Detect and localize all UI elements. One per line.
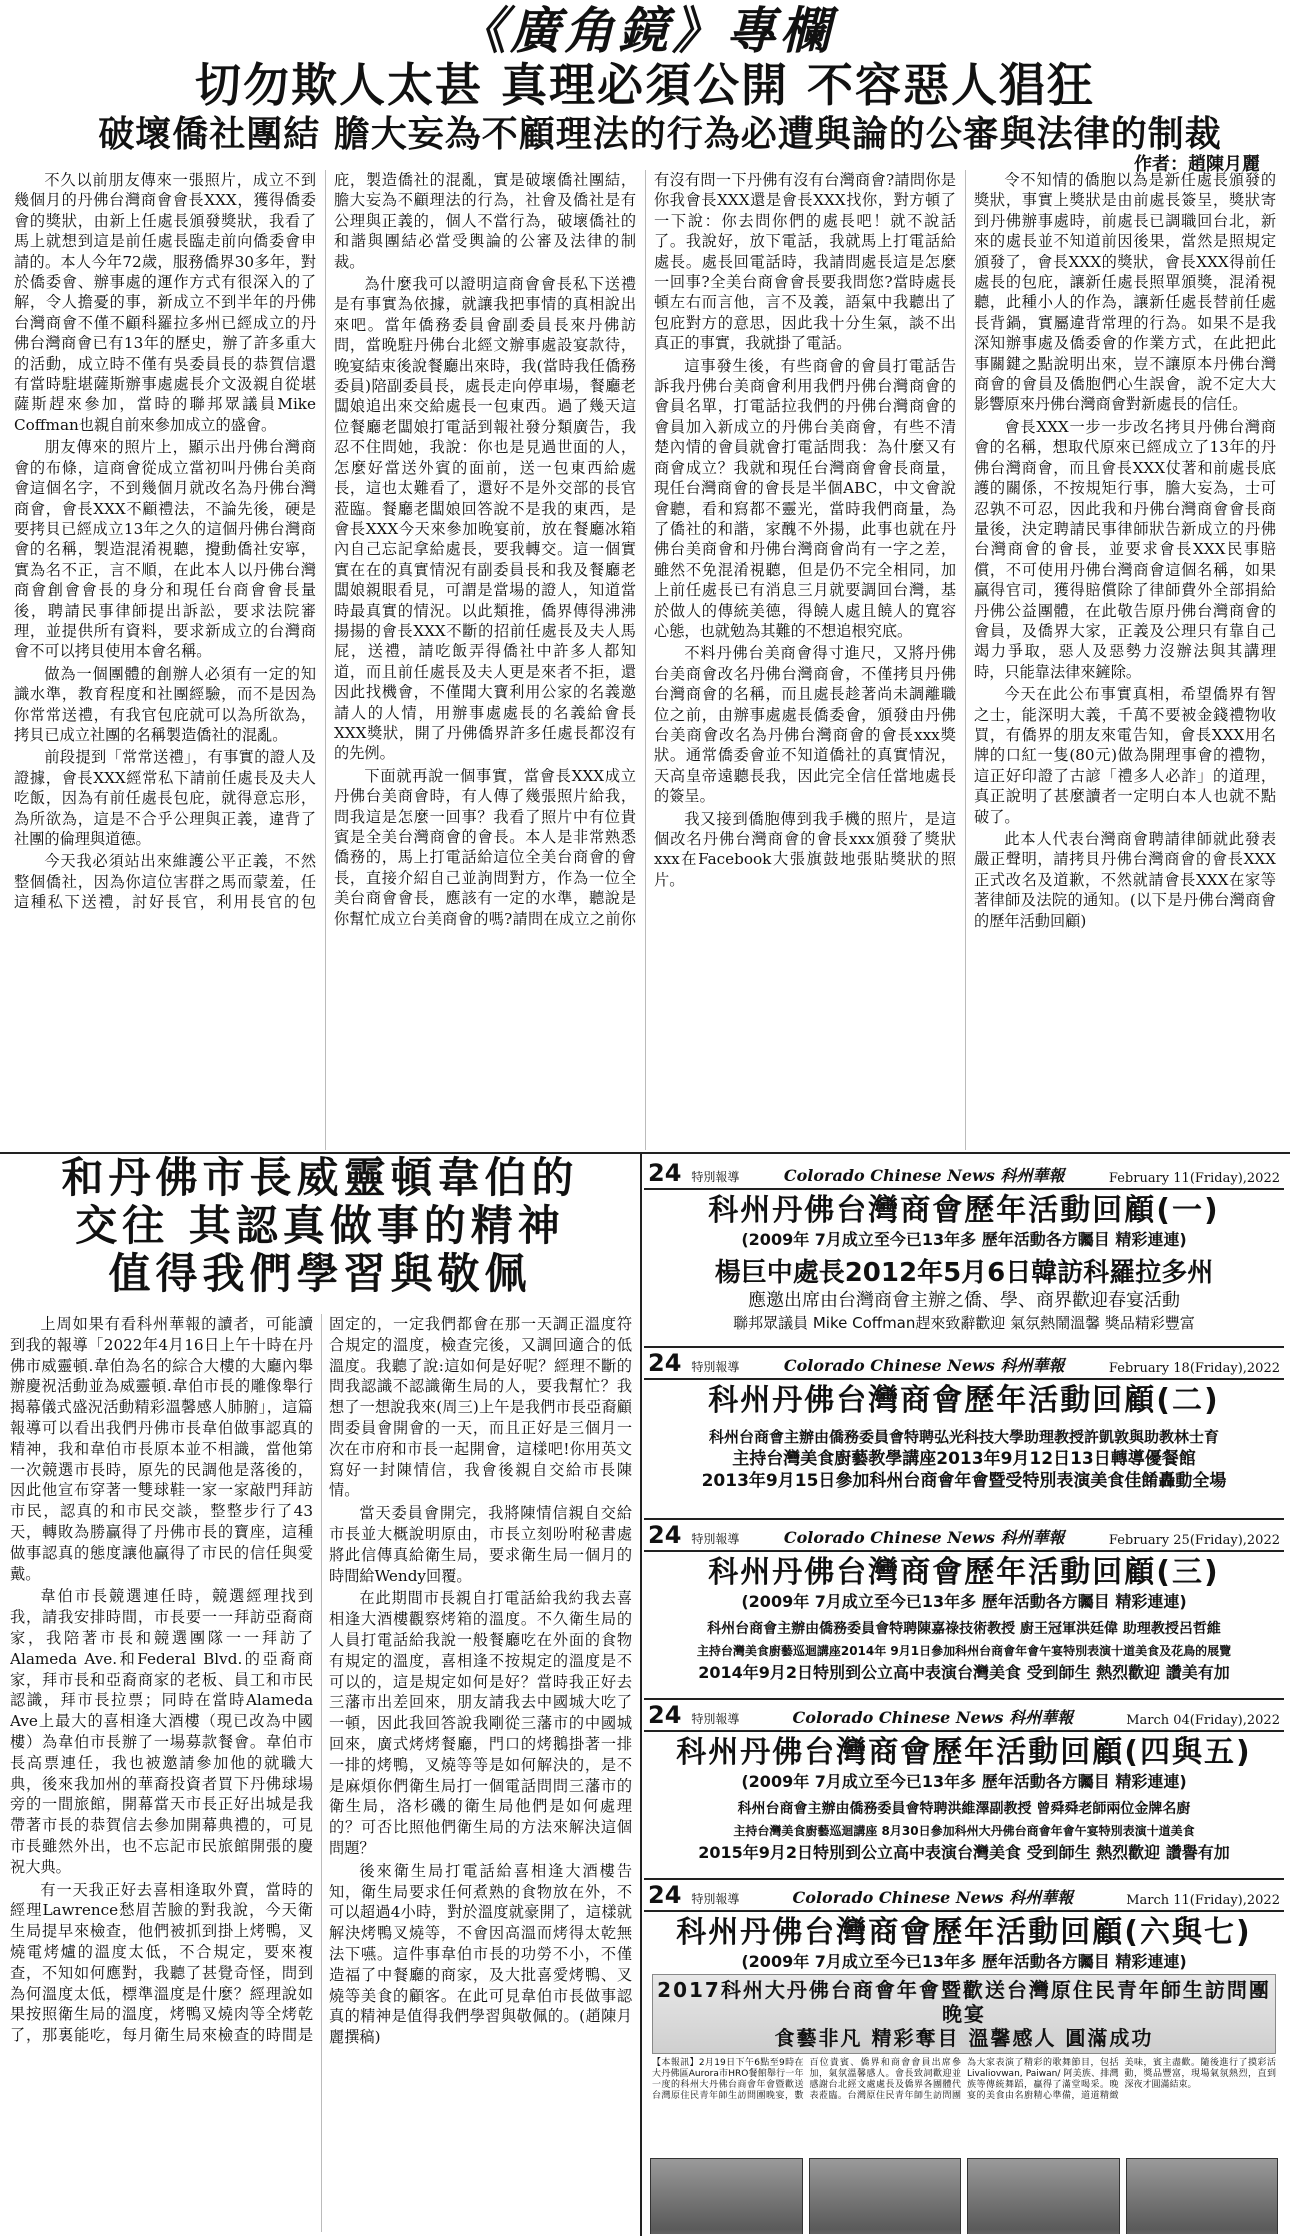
photo-strip — [644, 2158, 1284, 2234]
ad-label: 特別報導 — [691, 1892, 740, 1906]
event-report-text: 【本報訊】2月19日下午6點至9時在大丹佛區Aurora市HRO餐館舉行一年一度的科州大丹佛台商會年會暨歡送台灣原住民青年師生訪問團晚宴，數百位貴賓、僑界和商會會員出席參加，氣氛溫馨感人。會長致詞歡迎並感謝台北經文處處長及僑界各團體代表蒞臨。台灣原住民青年師生訪問團為大家表演了精彩的歌舞節目，包括Livaliovwan, Paiwan/ 阿美族、排灣族等傳統舞蹈，贏得了滿堂喝采。晚宴的美食由名廚精心準備，道道精緻美味，賓主盡歡。隨後進行了摸彩活動，獎品豐富，現場氣氛熱烈，直到深夜才圓滿結束。 — [652, 2058, 1276, 2101]
ad-label: 特別報導 — [691, 1360, 740, 1374]
newspaper-name: Colorado Chinese News 科州華報 — [783, 1166, 1065, 1185]
article-paragraph: 不久以前朋友傳來一張照片，成立不到幾個月的丹佛台灣商會會長XXX，獲得僑委會的獎狀，由新上任處長頒發獎狀，我看了馬上就想到這是前任處長臨走前向僑委會申請的。本人今年72歲，服務僑界30多年，對於僑委會、辦事處的運作方式有很深入的了解，令人擔憂的事，新成立不到半年的丹佛台灣商會不僅不顧科羅拉多州已經成立的丹佛台灣商會已有13年的歷史，辦了許多重大的活動，成立時不僅有吳委員長的恭賀信還有當時駐堪薩斯辦事處處長介文汲親自從堪薩斯趕來參加，當時的聯邦眾議員Mike Coffman也親自前來參加成立的盛會。 — [14, 171, 316, 434]
ad-title: 科州丹佛台灣商會歷年活動回顧(一) — [708, 1193, 1220, 1228]
article-paragraph: 令不知情的僑胞以為是新任處長頒發的獎狀，事實上獎狀是由前處長簽呈，獎狀寄到丹佛辦事處時，前處長已調職回台北，新來的處長並不知道前因後果，當然是照規定頒發了，會長XXX的獎狀，會長XXX得前任處長的包庇，讓新任處長照單頒獎，混淆視聽，此種小人的作為，讓新任處長替前任處長背鍋，實屬違背常理的行為。如果不是我深知辦事處及僑委會的作業方式，在此把此事關鍵之點說明出來，豈不讓原本丹佛台灣商會的會員及僑胞們心生誤會，說不定大大影響原來丹佛台灣商會對新處長的信任。 — [974, 171, 1276, 414]
issue-date: February 25(Friday),2022 — [1108, 1533, 1280, 1548]
ad-title: 科州丹佛台灣商會歷年活動回顧(四與五) — [676, 1735, 1252, 1770]
ad-header — [644, 1156, 1284, 1190]
event-line: 科州台商會主辦由僑務委員會特聘洪維澤副教授 曾舜舜老師兩位金牌名廚 — [737, 1801, 1191, 1817]
article-paragraph: 朋友傳來的照片上，顯示出丹佛台灣商會的布條，這商會從成立當初叫丹佛台美商會這個名字，不到幾個月就改名為丹佛台灣商會，會長XXX不顧禮法，不論先後，硬是要拷貝已經成立13年之久的這個丹佛台灣商會的名稱，製造混淆視聽，攪動僑社安寧，實為名不正，言不順，在此本人以丹佛台灣商會創會會長的身分和現任台商會會長量後，聘請民事律師提出訴訟，要求法院審理，並提供所有資料，要求新成立的台灣商會不可以拷貝使用本會名稱。 — [14, 438, 316, 661]
bottom-article-body — [10, 1314, 632, 2232]
ad-page-number: 24 — [648, 1881, 682, 1909]
article-paragraph: 當天委員會開完，我將陳情信親自交給市長並大概說明原由，市長立刻吩咐秘書處將此信傳真給衛生局，要求衛生局一個月的時間給Wendy回覆。 — [329, 1504, 632, 1585]
article-paragraph: 此本人代表台灣商會聘請律師就此發表嚴正聲明，請拷貝丹佛台灣商會的會長XXX正式改名及道歉，不然就請會長XXX在家等著律師及法院的通知。(以下是丹佛台灣商會的歷年活動回顧) — [974, 830, 1276, 930]
event-line: 主持台灣美食廚藝巡迴講座 8月30日參加科州大丹佛台商會年會午宴特別表演十道美食 — [733, 1824, 1195, 1838]
ad-page-number: 24 — [648, 1349, 682, 1377]
retrospective-ad-2 — [644, 1346, 1284, 1520]
event-line: 2013年9月15日參加科州台商會年會暨受特別表演美食佳餚轟動全場 — [701, 1471, 1227, 1491]
event-line: 聯邦眾議員 Mike Coffman趕來致辭歡迎 氣氛熱鬧溫馨 獎品精彩豐富 — [733, 1314, 1195, 1332]
retrospective-ad-3 — [644, 1518, 1284, 1700]
event-photo — [967, 2158, 1120, 2234]
event-line: 2014年9月2日特別到公立高中表演台灣美食 受到師生 熱烈歡迎 讚美有加 — [698, 1663, 1230, 1682]
newspaper-name: Colorado Chinese News 科州華報 — [783, 1528, 1065, 1547]
article-paragraph: 不料丹佛台美商會得寸進尺，又將丹佛台美商會改名丹佛台灣商會，不僅拷貝丹佛台灣商會的名稱，而且處長趁著尚未調離職位之前，由辦事處處長僑委會，頒發由丹佛台美商會改名為丹佛台灣商會的會長xxx獎狀。通常僑委會並不知道僑社的真實情況，天高皇帝遠聽長我，因此完全信任當地處長的簽呈。 — [654, 644, 956, 806]
ad-header — [644, 1518, 1284, 1552]
retrospective-ad-5 — [644, 1878, 1284, 2234]
ad-subtitle: (2009年 7月成立至今已13年多 歷年活動各方矚目 精彩連連) — [741, 1952, 1187, 1971]
event-photo — [809, 2158, 962, 2234]
retrospective-ad-4 — [644, 1698, 1284, 1880]
article-paragraph: 後來衛生局打電話給喜相逢大酒樓告知，衛生局要求任何煮熟的食物放在外，不可以超過4小時，對於溫度就豪開了，這樣就解決烤鴨叉燒等，不會因高溫而烤得太乾無法下嚥。這件事韋伯市長的功勞不小，不僅造福了中餐廳的商家，及大批喜愛烤鴨、叉燒等美食的顧客。在此可見韋伯市長做事認真的精神是值得我們學習與敬佩的。(趙陳月麗撰稿) — [329, 1861, 632, 2047]
event-line: 應邀出席由台灣商會主辦之僑、學、商界歡迎春宴活動 — [748, 1290, 1180, 1311]
article-paragraph: 會長XXX一步一步改名拷貝丹佛台灣商會的名稱，想取代原來已經成立了13年的丹佛台灣商會，而且會長XXX仗著和前處長底護的關係，不按規矩行事，膽大妄為，士可忍孰不可忍，因此我和丹佛台灣商會會長商量後，決定聘請民事律師狀告新成立的丹佛台灣商會的會長，並要求會長XXX民事賠償，不可使用丹佛台灣商會這個名稱，如果贏得官司，獲得賠償除了律師費外全部捐給丹佛公益團體，在此敬告原丹佛台灣商會的會員，及僑界大家，正義及公理只有靠自己竭力爭取，惡人及惡勢力沒辦法與其講理時，只能靠法律來鏟除。 — [974, 417, 1276, 681]
article-paragraph: 這事發生後，有些商會的會員打電話告訴我丹佛台美商會利用我們丹佛台灣商會的會員名單，打電話拉我們的丹佛台灣商會的會員加入新成立的丹佛台美商會，有些不清楚內情的會員就會打電話問我：為什麼又有商會成立？我就和現任台灣商會會長商量，現任台灣商會的會長是半個ABC，中文會說會聽，看和寫都不靈光，當時我們商量，為了僑社的和諧，家醜不外揚，此事也就在丹佛台美商會和丹佛台灣商會尚有一字之差，雖然不免混淆視聽，但是仍不完全相同，加上前任處長已有消息三月就要調回台灣，基於做人的傳統美德，得饒人處且饒人的寬容心態，也就勉為其難的不想追根究底。 — [654, 356, 956, 640]
ad-title: 科州丹佛台灣商會歷年活動回顧(三) — [708, 1555, 1220, 1590]
ad-title: 科州丹佛台灣商會歷年活動回顧(二) — [708, 1383, 1220, 1418]
event-photo — [1126, 2158, 1279, 2234]
newspaper-name: Colorado Chinese News 科州華報 — [792, 1888, 1074, 1907]
event-banner — [652, 1974, 1276, 2054]
event-photo — [650, 2158, 803, 2234]
article-paragraph: 我又接到僑胞傳到我手機的照片，是這個改名丹佛台灣商會的會長xxx頒發了獎狀xxx在Facebook大張旗鼓地張貼獎狀的照片。 — [654, 809, 956, 889]
issue-date: February 18(Friday),2022 — [1108, 1361, 1280, 1376]
top-article-body — [14, 170, 1276, 1150]
title-line: 和丹佛市長威靈頓韋伯的 — [61, 1153, 579, 1202]
ad-title: 科州丹佛台灣商會歷年活動回顧(六與七) — [676, 1915, 1252, 1950]
event-line: 2015年9月2日特別到公立高中表演台灣美食 受到師生 熱烈歡迎 讚譽有加 — [698, 1843, 1230, 1862]
event-line: 主持台灣美食廚藝教學講座2013年9月12日13日轉導優餐館 — [732, 1449, 1196, 1469]
article-paragraph: 為什麼我可以證明這商會會長私下送禮是有事實為依據，就讓我把事情的真相說出來吧。當年僑務委員會副委員長來丹佛訪問，當晚駐丹佛台北經文辦事處設宴款待，晚宴結束後說餐廳出來時，我(當時我任僑務委員)陪副委員長，處長走向停車場，餐廳老闆娘追出來交給處長一包東西。過了幾天這位餐廳老闆娘打電話到報社發分類廣告，我忍不住問她，我說：你也是見過世面的人，怎麼好當送外賓的面前，送一包東西給處長，這也太難看了，還好不是外交部的長官蒞臨。餐廳老闆娘回答說不是我的東西，是會長XXX今天來參加晚宴前，放在餐廳冰箱內自己忘記拿給處長，要我轉交。這一個實實在在的真實情況有副委員長和我及餐廳老闆娘親眼看見，可謂是當場的證人，知道當時最真實的情況。以此類推，僑界傳得沸沸揚揚的會長XXX不斷的招前任處長及夫人馬屁，送禮，請吃飯弄得僑社中許多人都知道，而且前任處長及夫人更是來者不拒，還因此找機會，不僅聞大寶利用公家的名義邀請人的人情，用辦事處處長的名義給會長XXX獎狀，開了丹佛僑界許多任處長都沒有的先例。 — [334, 275, 636, 763]
ad-subtitle: (2009年 7月成立至今已13年多 歷年活動各方矚目 精彩連連) — [741, 1230, 1187, 1249]
article-paragraph: 下面就再說一個事實，當會長XXX成立丹佛台美商會時，有人傳了幾張照片給我，問我這是怎麼一回事？我看了照片中有位貴賓是全美台灣商會的會長。本人是非常熟悉僑務的，馬上打電話給這位全美台商會的會長，直接介紹自己並詢問對方，作為一位全美台商會會長，應該有一定的水準，聽說是你幫忙成立台美商會的嗎?請問在成立之前你有沒有問一下丹佛有沒有台灣商會?請問你是你我會長XXX還是會長XXX找你，對方頓了一下說：你去問你們的處長吧！就不說話了。我說好，放下電話，我就馬上打電話給處長。處長回電話時，我請問處長這是怎麼一回事?全美台商會會長要我問您?當時處長頓左右而言他，言不及義，語氣中我聽出了包庇對方的意思，因此我十分生氣，談不出真正的事實，我就掛了電話。 — [334, 171, 956, 928]
event-line: 楊巨中處長2012年5月6日韓訪科羅拉多州 — [714, 1258, 1214, 1288]
bottom-article — [0, 1154, 642, 2236]
ad-label: 特別報導 — [691, 1170, 740, 1184]
article-paragraph: 有一天我正好去喜相逢取外賣，當時的經理Lawrence愁眉苦臉的對我說，今天衛生局提早來檢查，他們被抓到掛上烤鴨，叉燒電烤爐的溫度太低，不合規定，要來複查，不知如何應對，我聽了甚覺奇怪，問到為何溫度太低，標準溫度是什麼？經理說如果按照衛生局的溫度，烤鴨叉燒肉等全烤乾了，那裏能吃，每月衛生局來檢查的時間是固定的，一定我們都會在那一天調正溫度符合規定的溫度，檢查完後，又調回適合的低溫度。我聽了說:這如何是好呢？經理不斷的問我認識不認識衛生局的人，要我幫忙？我想了一想說我來(周三)上午是我們市長亞裔顧問委員會開會的一天，而且正好是三個月一次在市府和市長一起開會，這樣吧!你用英文寫好一封陳情信，我會後親自交給市長陳情。 — [10, 1315, 632, 2045]
byline: 作者：趙陳月麗 — [1134, 154, 1260, 175]
main-headline: 切勿欺人太甚 真理必須公開 不容惡人猖狂 — [194, 58, 1096, 112]
title-line: 值得我們學習與敬佩 — [108, 1249, 532, 1298]
article-paragraph: 今天在此公布事實真相，希望僑界有智之士，能深明大義，千萬不要被金錢禮物收買，有僑界的朋友來電告知，會長XXX用名牌的口紅一隻(80元)做為開理事會的禮物，這正好印證了古諺「禮多人必詐」的道理，真正說明了甚麼讀者一定明白本人也就不點破了。 — [974, 685, 1276, 826]
article-paragraph: 在此期間市長親自打電話給我約我去喜相逢大酒樓觀察烤箱的溫度。不久衛生局的人員打電話給我說一般餐廳吃在外面的食物有規定的溫度，喜相逢不按規定的溫度是不可以的，這是規定如何是好？當時我正好去三藩市出差回來，朋友請我去中國城大吃了一頓，因此我回答說我剛從三藩市的中國城回來，廣式烤烤餐廳，門口的烤鵝掛著一排一排的烤鴨，叉燒等等是如何解決的，是不是麻煩你們衛生局打一個電話問問三藩市的衛生局，洛杉磯的衛生局他們是如何處理的？可否比照他們衛生局的方法來解決這個問題？ — [329, 1589, 632, 1857]
ad-label: 特別報導 — [691, 1532, 740, 1546]
ad-header — [644, 1698, 1284, 1732]
ad-column — [644, 1156, 1284, 2234]
title-line: 交往 其認真做事的精神 — [75, 1201, 565, 1250]
ad-header — [644, 1878, 1284, 1912]
retrospective-ad-1 — [644, 1156, 1284, 1348]
article-paragraph: 今天我必須站出來維護公平正義，不然整個僑社，因為你這位害群之馬而蒙羞，任這種私下送禮，討好長官，利用長官的包庇，製造僑社的混亂，實是破壞僑社團結，膽大妄為不顧理法的行為，社會及僑社是有公理與正義的，個人不當行為，破壞僑社的和諧與團結必當受輿論的公審及法律的制裁。 — [14, 171, 636, 912]
banner-line: 食藝非凡 精彩奪目 溫馨感人 圓滿成功 — [774, 2026, 1154, 2050]
column-title: 《廣角鏡》專欄 — [456, 1, 834, 60]
ad-page-number: 24 — [648, 1701, 682, 1729]
article-paragraph: 韋伯市長競選連任時，競選經理找到我，請我安排時間，市長要一一拜訪亞裔商家，我陪著市長和競選團隊一一拜訪了Alameda Ave.和Federal Blvd.的亞裔商家，拜市長和亞裔商家的老板、員工和市民認識，拜市長拉票；同時在當時Alameda Ave上最大的喜相逢大酒樓（現已改為中國樓）為韋伯市長辦了一場募款餐會。韋伯市長高票連任，我也被邀請參加他的就職大典，後來我加州的華裔投資者買下丹佛球場旁的一間旅館，開幕當天市長正好出城是我帶著市長的恭賀信去參加開幕典禮的，可見市長雖然外出，也不忘記市民旅館開張的慶祝大典。 — [10, 1587, 313, 1876]
article-paragraph: 做為一個團體的創辦人必須有一定的知識水準，教育程度和社團經驗，而不是因為你常常送禮，有我官包庇就可以為所欲為，拷貝已成立社團的名稱製造僑社的混亂。 — [14, 664, 316, 744]
bottom-article-title — [0, 1154, 640, 1306]
issue-date: March 04(Friday),2022 — [1126, 1713, 1280, 1728]
issue-date: February 11(Friday),2022 — [1108, 1171, 1280, 1186]
banner-line: 2017科州大丹佛台商會年會暨歡送台灣原住民青年師生訪問團晚宴 — [657, 1978, 1271, 2026]
event-line: 科州台商會主辦由僑務委員會特聘陳嘉祿技術教授 廚王冠軍洪廷偉 助理教授呂哲維 — [707, 1621, 1221, 1637]
sub-headline: 破壞僑社團結 膽大妄為不顧理法的行為必遭與論的公審與法律的制裁 — [98, 114, 1222, 155]
issue-date: March 11(Friday),2022 — [1126, 1893, 1280, 1908]
article-paragraph: 上周如果有看科州華報的讀者，可能讀到我的報導「2022年4月16日上午十時在丹佛市威靈頓.韋伯為名的綜合大樓的大廳內舉辦慶祝活動並為威靈頓.韋伯市長的雕像舉行揭幕儀式盛況活動精彩溫馨感人肺腑」，這篇報導可以看出我們丹佛市長韋伯做事認真的精神，我和韋伯市長原本並不相識，當他第一次競選市長時，原先的民調他是落後的，因此他宣布穿著一雙球鞋一家一家敲門拜訪市民，認真的和市民交談，整整步行了43天，轉敗為勝贏得了丹佛市長的寶座，這種做事認真的態度讓他贏得了市民的信任與愛戴。 — [10, 1315, 313, 1583]
event-line: 主持台灣美食廚藝巡迴講座2014年 9月1日參加科州台商會年會午宴特別表演十道美食及花鳥的展覽 — [696, 1644, 1232, 1658]
ad-page-number: 24 — [648, 1521, 682, 1549]
ad-page-number: 24 — [648, 1159, 682, 1187]
ad-subtitle: (2009年 7月成立至今已13年多 歷年活動各方矚目 精彩連連) — [741, 1772, 1187, 1791]
ad-label: 特別報導 — [691, 1712, 740, 1726]
event-line: 科州台商會主辦由僑務委員會特聘弘光科技大學助理教授許凱敦與助教林士育 — [708, 1428, 1219, 1446]
newspaper-name: Colorado Chinese News 科州華報 — [783, 1356, 1065, 1375]
article-paragraph: 前段提到「常常送禮」，有事實的證人及證據，會長XXX經常私下請前任處長及夫人吃飯，因為有前任處長包庇，就得意忘形，為所欲為，這是不合乎公理與正義，違背了社團的倫理與道德。 — [14, 748, 316, 848]
newspaper-name: Colorado Chinese News 科州華報 — [792, 1708, 1074, 1727]
ad-header — [644, 1346, 1284, 1380]
ad-subtitle: (2009年 7月成立至今已13年多 歷年活動各方矚目 精彩連連) — [741, 1592, 1187, 1611]
